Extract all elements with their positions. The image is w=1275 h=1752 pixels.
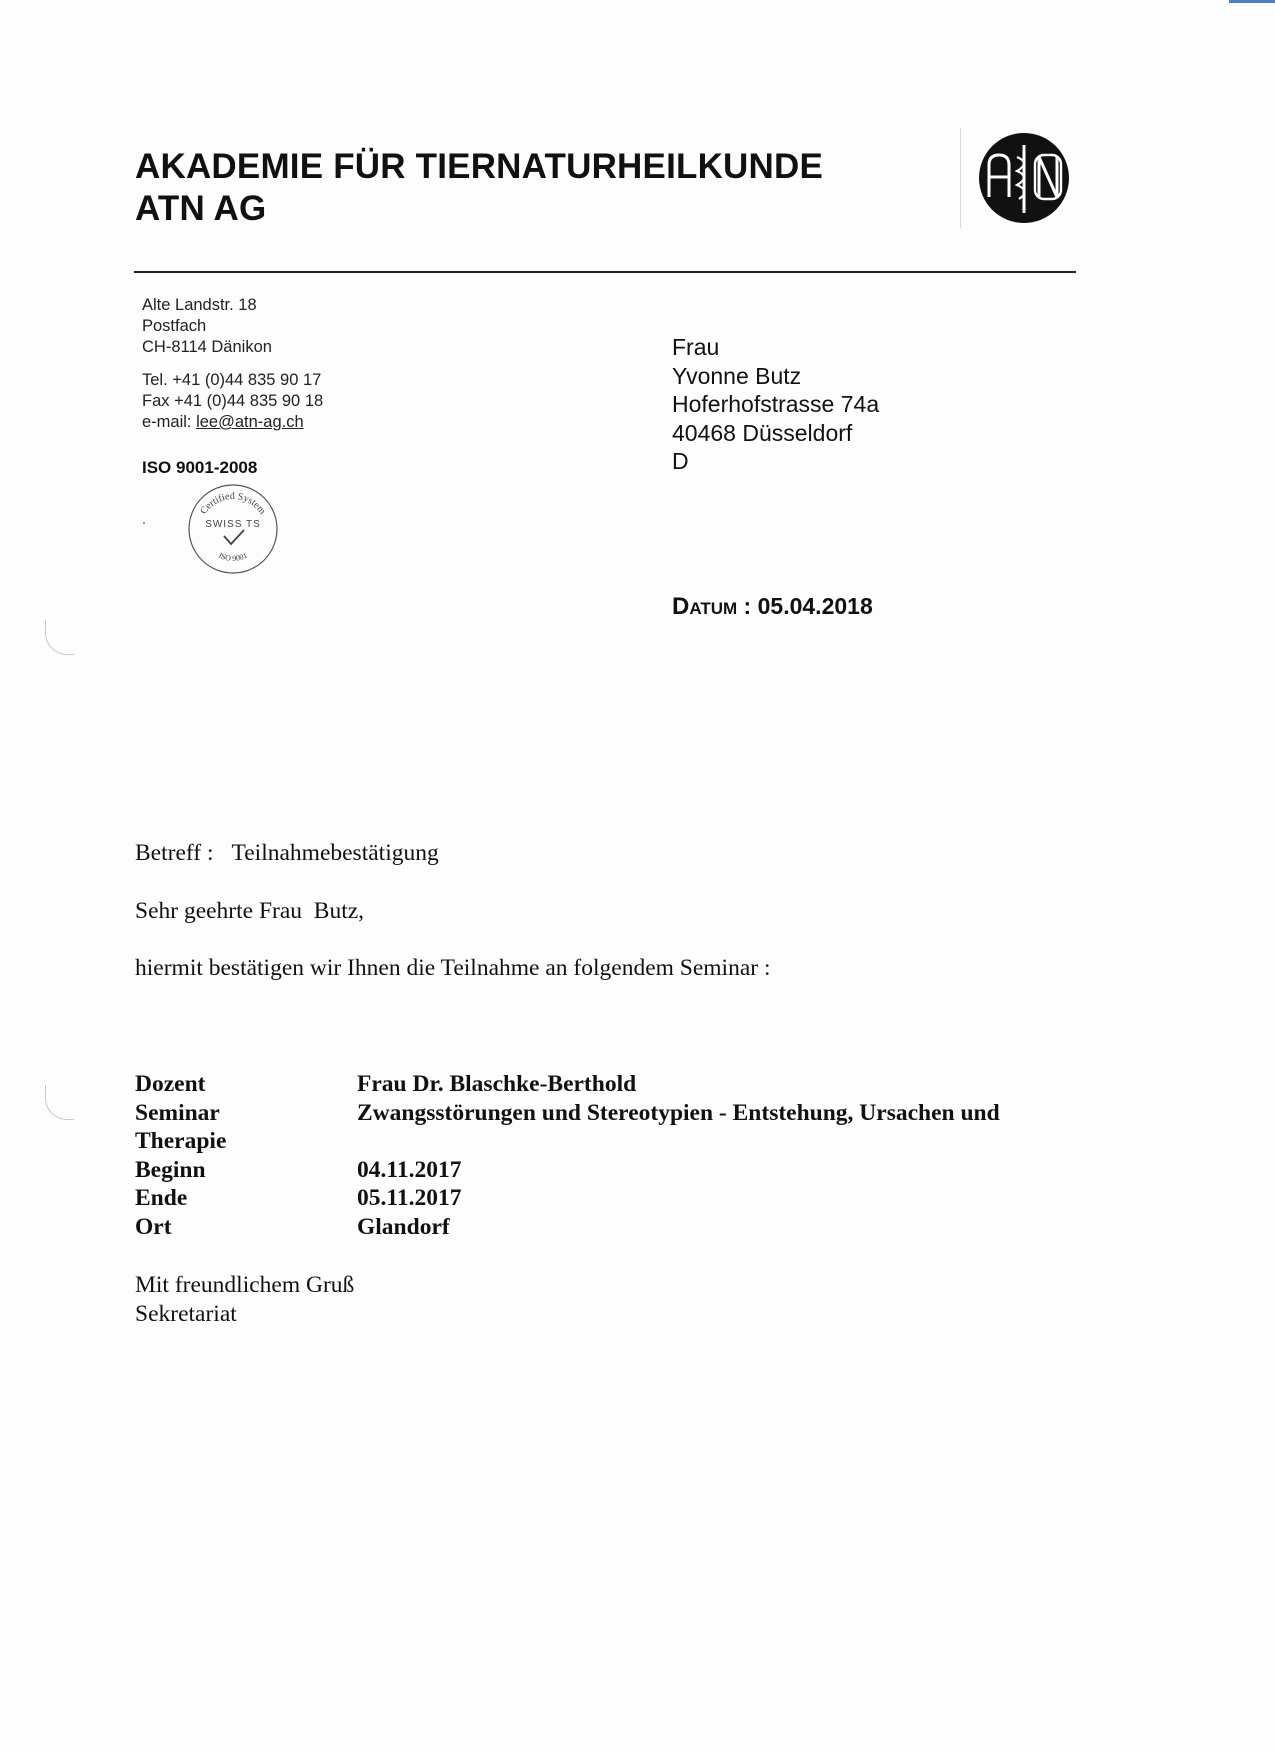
sender-postbox: Postfach bbox=[142, 317, 207, 335]
letterhead-divider bbox=[960, 128, 961, 228]
letter-date bbox=[672, 593, 873, 621]
company-name-line1: AKADEMIE FÜR TIERNATURHEILKUNDE bbox=[135, 147, 824, 186]
end-label: Ende bbox=[135, 1185, 188, 1211]
sender-address bbox=[142, 295, 323, 433]
seminar-value: Zwangsstörungen und Stereotypien - Entstehung, Ursachen und bbox=[357, 1099, 1000, 1126]
sender-email-line bbox=[142, 412, 323, 433]
seal-center-text: SWISS TS bbox=[205, 519, 261, 530]
start-label: Beginn bbox=[135, 1156, 206, 1183]
atn-logo bbox=[977, 131, 1071, 225]
recipient-street: Hoferhofstrasse 74a bbox=[672, 391, 880, 417]
sender-city: CH-8114 Dänikon bbox=[142, 338, 272, 356]
sender-street: Alte Landstr. 18 bbox=[142, 296, 257, 314]
date-separator: : bbox=[737, 593, 758, 619]
letter-greeting: Sehr geehrte Frau Butz, bbox=[135, 898, 365, 924]
seal-top-text: Certified System bbox=[198, 490, 268, 517]
punch-hole-mark bbox=[45, 620, 74, 655]
lecturer-value: Frau Dr. Blaschke-Berthold bbox=[357, 1071, 637, 1097]
seminar-label: Seminar bbox=[135, 1099, 220, 1126]
company-name-line2: ATN AG bbox=[135, 189, 267, 228]
sender-email-label: e-mail: bbox=[142, 413, 197, 431]
recipient-address bbox=[672, 333, 879, 476]
company-name bbox=[135, 146, 823, 230]
sender-fax: Fax +41 (0)44 835 90 18 bbox=[142, 392, 324, 410]
subject-line bbox=[135, 840, 439, 867]
closing-regards: Mit freundlichem Gruß bbox=[135, 1272, 355, 1298]
checkmark-icon bbox=[224, 530, 244, 544]
header-rule bbox=[134, 271, 1076, 273]
scan-corner-mark bbox=[1229, 0, 1275, 3]
scan-speck bbox=[143, 522, 145, 524]
letter-closing bbox=[135, 1271, 354, 1328]
closing-signatory: Sekretariat bbox=[135, 1300, 237, 1327]
certification-seal bbox=[186, 482, 280, 576]
iso-certification: ISO 9001-2008 bbox=[142, 458, 258, 477]
recipient-country: D bbox=[672, 448, 689, 474]
recipient-salutation: Frau bbox=[672, 334, 720, 360]
recipient-name: Yvonne Butz bbox=[672, 362, 802, 389]
date-value: 05.04.2018 bbox=[757, 593, 873, 619]
seal-bottom-text: ISO 9001 bbox=[217, 550, 249, 563]
sender-email-link[interactable]: lee@atn-ag.ch bbox=[196, 413, 304, 431]
punch-hole-mark bbox=[45, 1085, 74, 1120]
date-label: Datum bbox=[672, 593, 738, 620]
seminar-continuation: Therapie bbox=[135, 1128, 227, 1154]
end-value: 05.11.2017 bbox=[357, 1185, 462, 1211]
lecturer-label: Dozent bbox=[135, 1071, 206, 1097]
place-label: Ort bbox=[135, 1213, 172, 1240]
start-value: 04.11.2017 bbox=[357, 1156, 462, 1183]
sender-phone: Tel. +41 (0)44 835 90 17 bbox=[142, 371, 322, 389]
letter-intro: hiermit bestätigen wir Ihnen die Teilnahme an folgendem Seminar : bbox=[135, 955, 771, 981]
recipient-city: 40468 Düsseldorf bbox=[672, 419, 853, 446]
subject-value: Teilnahmebestätigung bbox=[231, 840, 439, 866]
subject-label: Betreff : bbox=[135, 840, 214, 866]
place-value: Glandorf bbox=[357, 1213, 450, 1240]
